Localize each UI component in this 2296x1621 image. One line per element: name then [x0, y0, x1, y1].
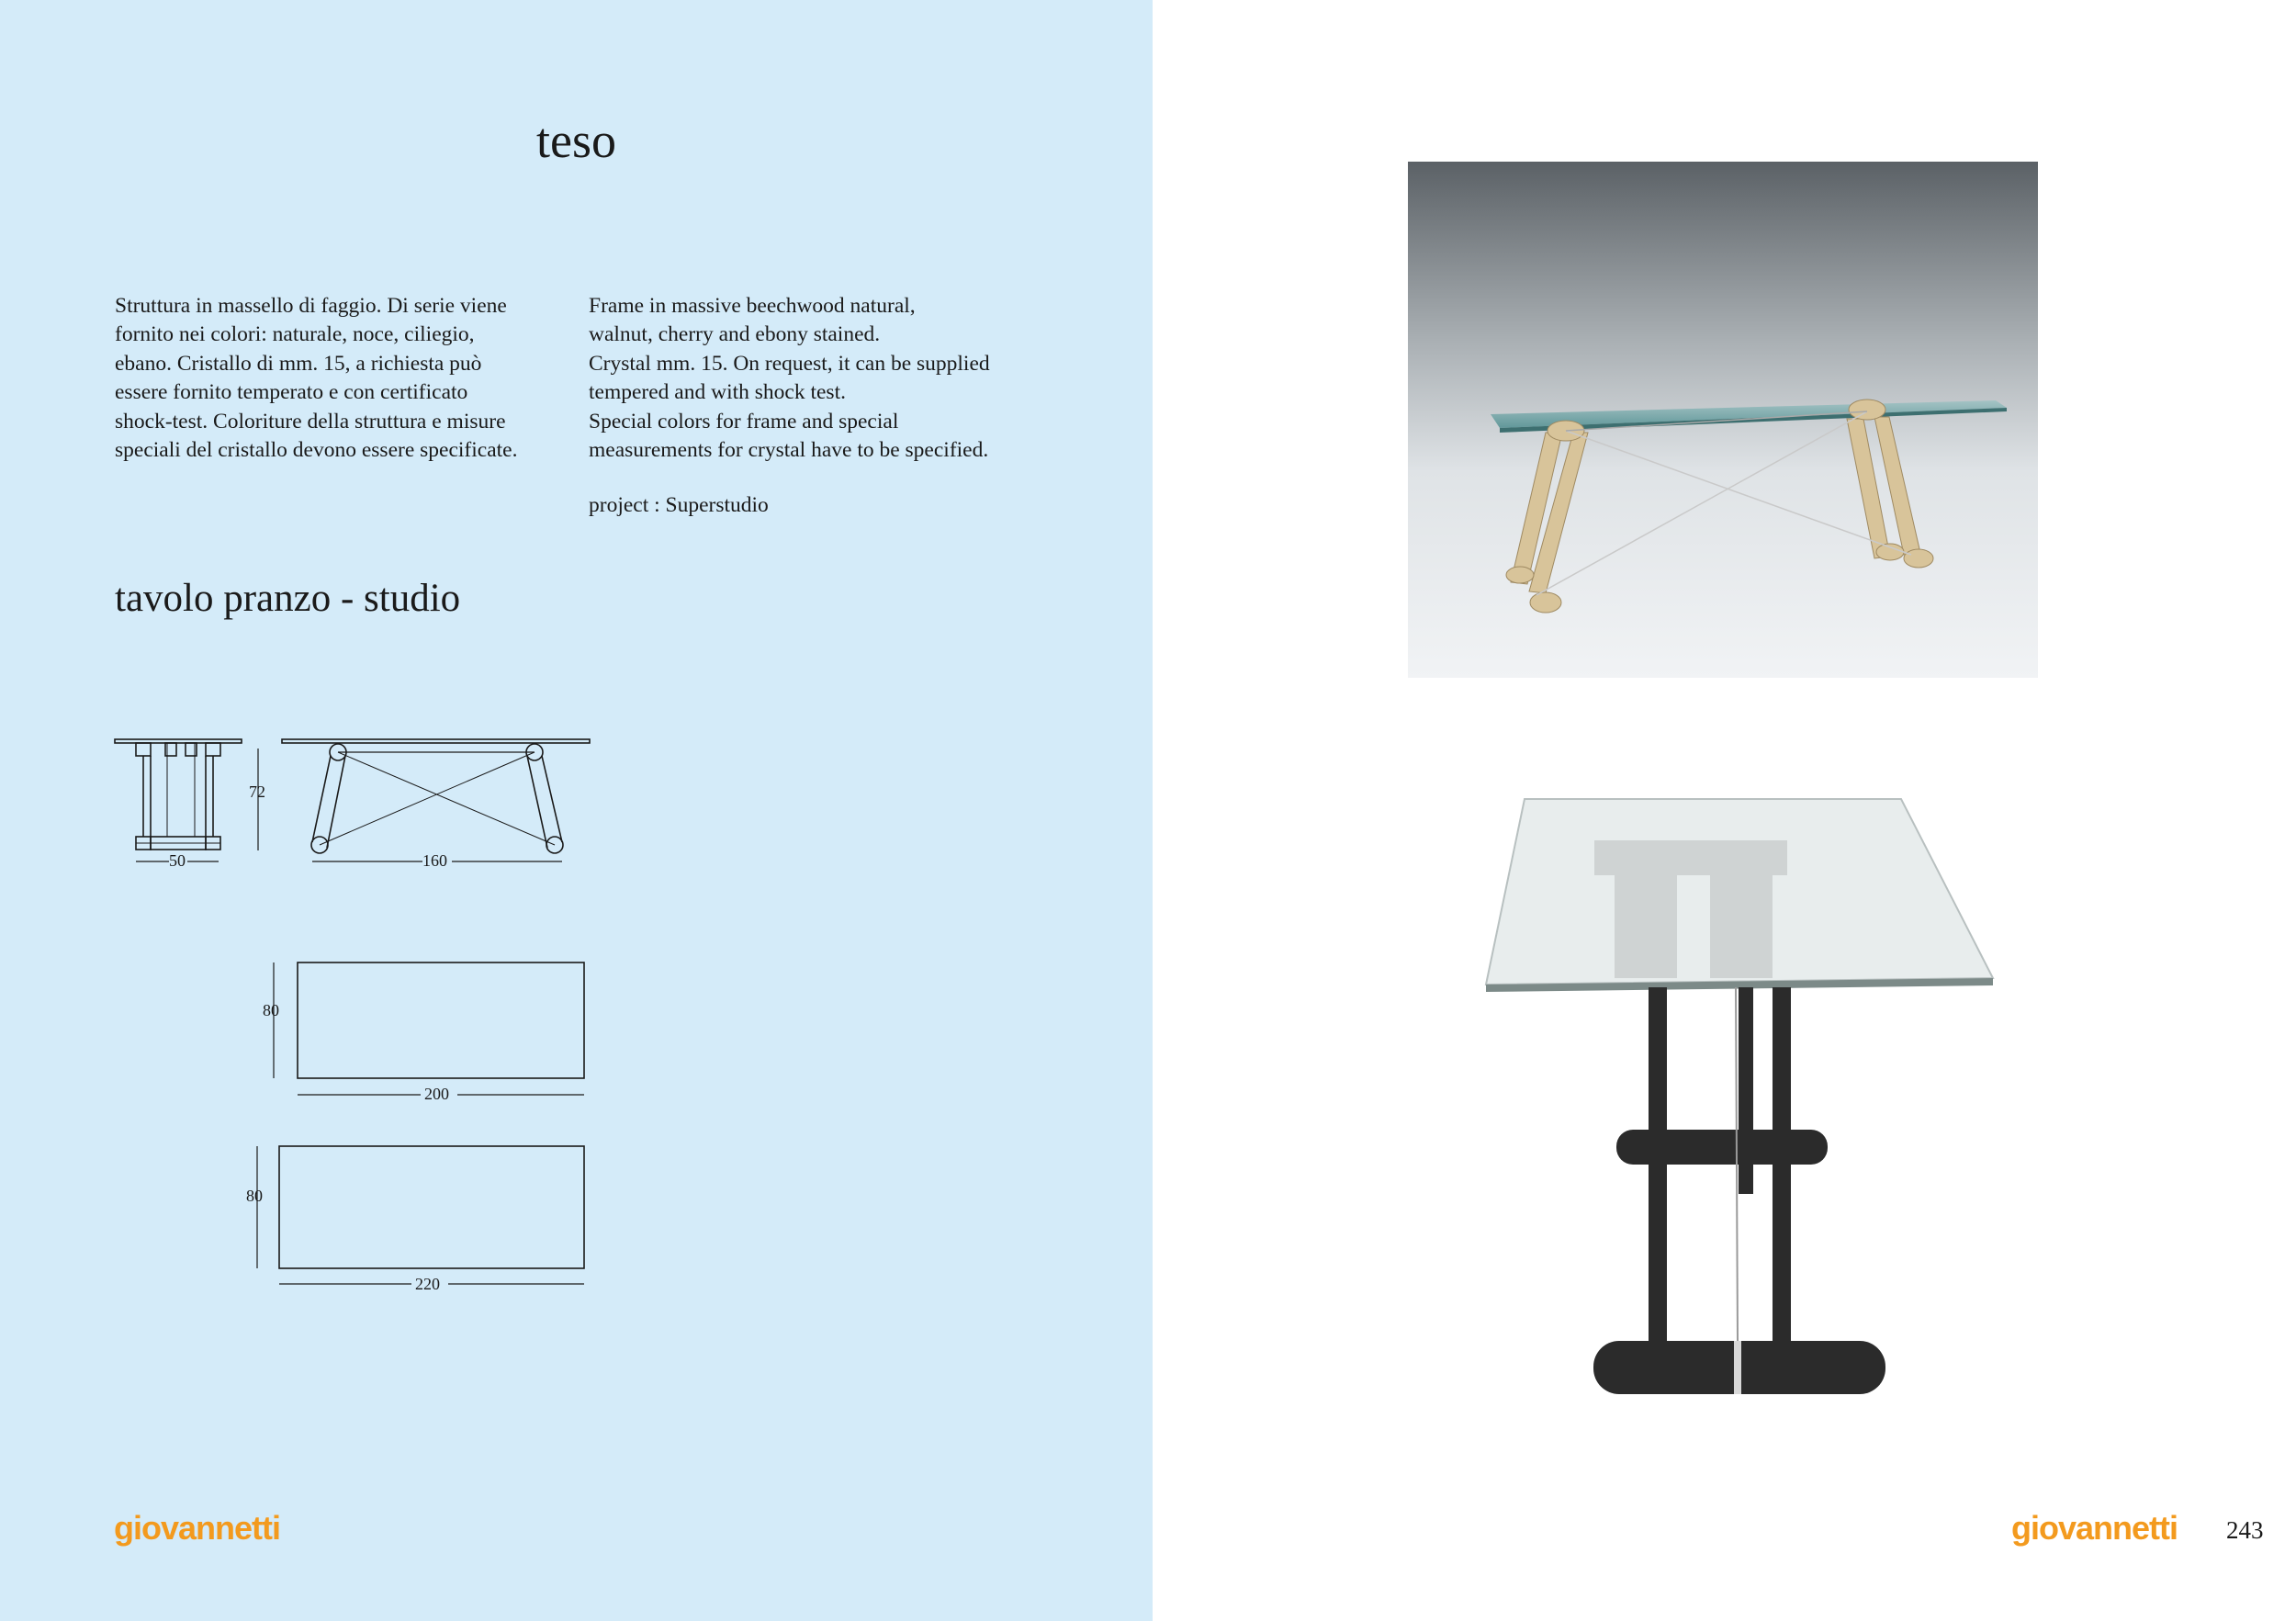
dimension-top2-width: 80	[246, 1187, 263, 1205]
description-english: Frame in massive beechwood natural, walnut, cherry and ebony stained. Crystal mm. 15. On request, it can be supplied tempered and with shock test. Special colors for frame and special measurements for crystal have to be specified.	[589, 294, 990, 463]
top-view-200-drawing	[257, 955, 597, 1102]
project-credit: project : Superstudio	[589, 493, 769, 517]
description-italian: Struttura in massello di faggio. Di serie viene fornito nei colori: naturale, noce, ciliegio, ebano. Cristallo di mm. 15, a richiesta può essere fornito temperato e con certificato shock-test. Coloriture della struttura e misure speciali del cristallo devono essere specificate.	[115, 294, 518, 463]
page-number: 243	[2226, 1516, 2264, 1544]
dimension-front-length: 160	[422, 851, 447, 870]
dimension-height: 72	[249, 782, 265, 801]
dimension-top1-length: 200	[424, 1085, 449, 1103]
brand-logo-right: giovannetti	[2011, 1509, 2178, 1547]
dimension-top2-length: 220	[415, 1275, 440, 1293]
top-view-220-drawing	[248, 1139, 597, 1295]
product-title: teso	[536, 113, 616, 168]
dimension-top1-width: 80	[263, 1001, 279, 1019]
product-subtitle: tavolo pranzo - studio	[115, 577, 461, 620]
dimension-side-depth: 50	[169, 851, 186, 870]
glass-table-beech-frame-photo	[1408, 162, 2038, 678]
glass-table-black-frame-photo	[1451, 744, 2094, 1479]
side-view-drawing	[110, 730, 285, 877]
brand-logo-left: giovannetti	[114, 1509, 281, 1547]
